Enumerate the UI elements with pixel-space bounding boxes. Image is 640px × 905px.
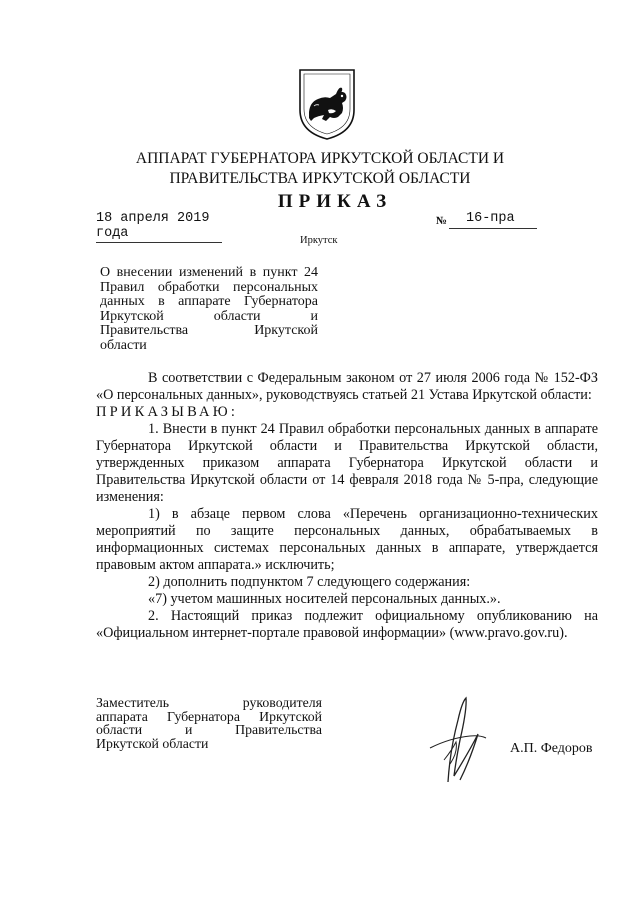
- paragraph-2: 2. Настоящий приказ подлежит официальному опубликованию на «Официальном интернет-портале правовой информации» (www.pravo.gov.ru).: [96, 608, 598, 641]
- document-type-title: ПРИКАЗ: [277, 191, 393, 212]
- paragraph-1-item-3: «7) учетом машинных носителей персональных данных.».: [148, 591, 501, 607]
- signatory-name: А.П. Федоров: [510, 741, 593, 756]
- position-line: области и Правительства: [96, 722, 322, 737]
- number-label: №: [436, 215, 448, 227]
- order-word: ПРИКАЗЫВАЮ:: [96, 404, 239, 420]
- subject-line: области: [100, 337, 147, 353]
- document-subject: [100, 266, 318, 353]
- document-number: 16-пра: [466, 211, 515, 226]
- coat-of-arms-emblem: [296, 66, 358, 142]
- number-underline: [449, 211, 537, 229]
- paragraph-1: 1. Внести в пункт 24 Правил обработки персональных данных в аппарате Губернатора Иркутской области и Правительства Иркутской области, утвержденных приказом аппарата Губернатора Иркутской области и Правительства Иркутской области от 14 февраля 2018 года № 5-пра, следующие изменения:: [96, 421, 598, 505]
- city-name: Иркутск: [300, 235, 338, 246]
- handwritten-signature: [400, 690, 510, 790]
- subject-line: Иркутской области и: [100, 308, 318, 324]
- paragraph-1-item-2: 2) дополнить подпунктом 7 следующего содержания:: [148, 574, 471, 590]
- position-line: аппарата Губернатора Иркутской: [96, 708, 322, 724]
- position-line: Иркутской области: [96, 735, 209, 751]
- organization-name-line1: АППАРАТ ГУБЕРНАТОРА ИРКУТСКОЙ ОБЛАСТИ И: [135, 150, 505, 167]
- subject-line: Правил обработки персональных: [100, 279, 318, 295]
- document-body: [96, 370, 598, 642]
- signatory-position: [96, 696, 322, 750]
- subject-line: данных в аппарате Губернатора: [100, 294, 318, 309]
- position-line: Заместитель руководителя: [96, 695, 322, 710]
- subject-line: Правительства Иркутской: [100, 323, 318, 338]
- preamble-paragraph: В соответствии с Федеральным законом от 27 июля 2006 года № 152-ФЗ «О персональных данных», руководствуясь статьей 21 Устава Иркутской области:: [96, 370, 598, 403]
- subject-line: О внесении изменений в пункт 24: [100, 265, 318, 280]
- document-date: 18 апреля 2019 года: [96, 211, 222, 243]
- organization-name-line2: ПРАВИТЕЛЬСТВА ИРКУТСКОЙ ОБЛАСТИ: [169, 170, 471, 187]
- paragraph-1-item-1: 1) в абзаце первом слова «Перечень организационно-технических мероприятий по защите персональных данных, обрабатываемых в информационных системах персональных данных в аппарате, утверждается правовым актом аппарата.» исключить;: [96, 506, 598, 573]
